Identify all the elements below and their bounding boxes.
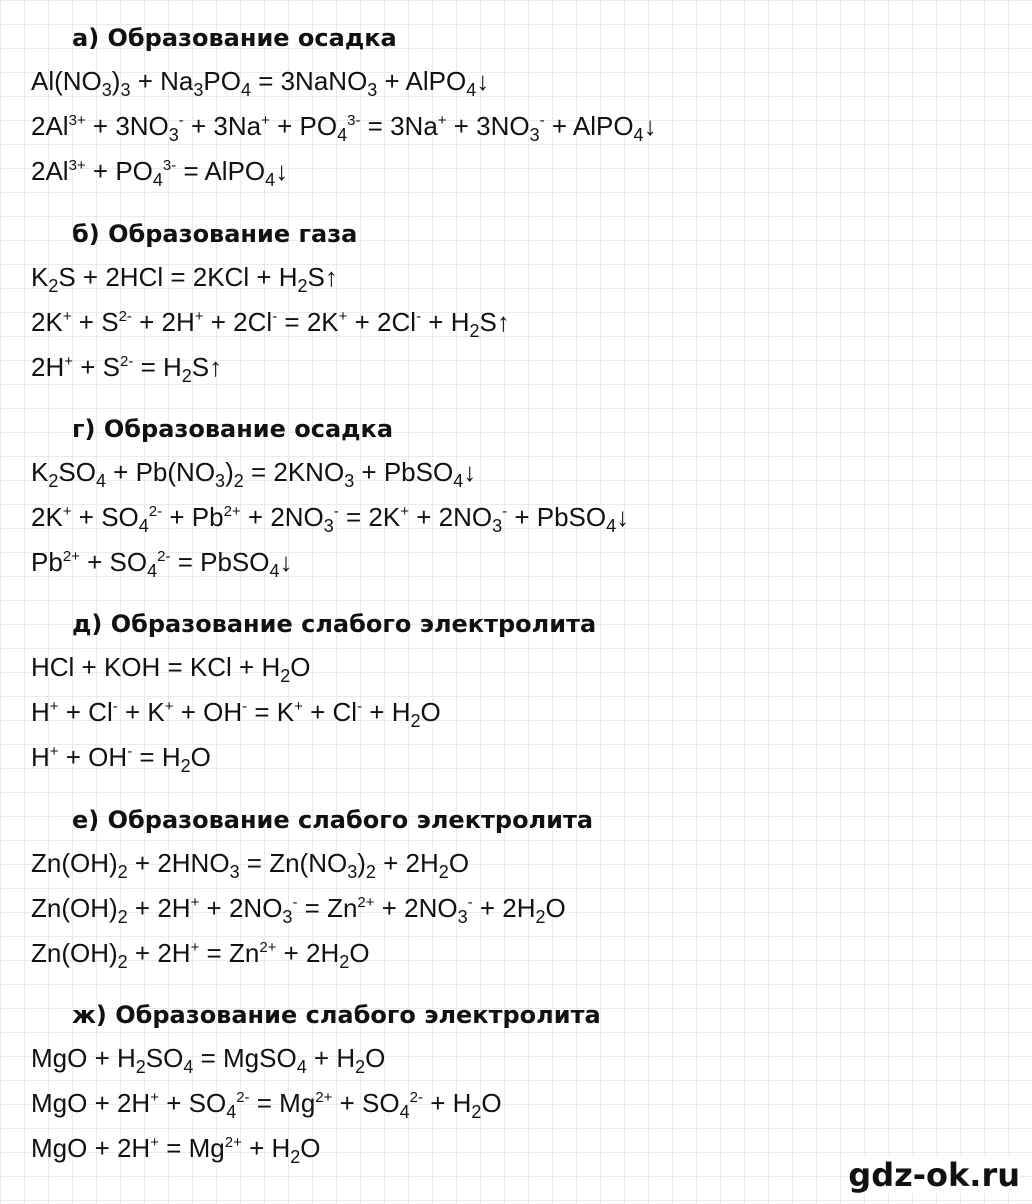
section-heading: а) Образование осадка xyxy=(72,24,397,52)
section-heading: г) Образование осадка xyxy=(72,415,394,443)
equation-line: $H^+ + OH^- = H_2O$ xyxy=(31,742,211,776)
equation-line: HCl + KOH = KCl + $H_2O$ xyxy=(31,652,311,686)
section-heading: д) Образование слабого электролита xyxy=(72,610,597,638)
watermark: gdz-ok.ru xyxy=(848,1156,1020,1194)
equation-line: $Al(NO_3)_3 + Na_3PO_4$ = 3NaNO$_3$ + AlPO$_4$↓ xyxy=(31,66,490,100)
section-heading: б) Образование газа xyxy=(72,220,358,248)
equation-line: MgO + $H_2SO_4$ = MgSO$_4$ + $H_2O$ xyxy=(31,1043,386,1077)
equation-line: $2K^+ + SO_4^{2-} + Pb^{2+} + 2NO_3^- = 2K^+ + 2NO_3^-$ + PbSO$_4$↓ xyxy=(31,502,630,536)
equation-line: $2Al^{3+} + 3NO_3^- + 3Na^+ + PO_4^{3-} = 3Na^+ + 3NO_3^-$ + AlPO$_4$↓ xyxy=(31,111,657,145)
equation-line: $H^+ + Cl^- + K^+ + OH^- = K^+ + Cl^- + H_2O$ xyxy=(31,697,441,731)
section-heading: ж) Образование слабого электролита xyxy=(72,1001,601,1029)
section-heading: е) Образование слабого электролита xyxy=(72,806,594,834)
equation-line: $2H^+ + S^{2-}$ = $H_2S↑$ xyxy=(31,352,223,386)
equation-line: $2K^+ + S^{2-} + 2H^+ + 2Cl^- = 2K^+ + 2Cl^-$ + $H_2S↑$ xyxy=(31,307,510,341)
equation-line: $K_2SO_4 + Pb(NO_3)_2 = 2KNO_3$ + PbSO$_4$↓ xyxy=(31,457,477,491)
equation-line: MgO + $2H^+ = Mg^{2+} + H_2O$ xyxy=(31,1133,321,1167)
equation-line: $Zn(OH)_2 + 2HNO_3 = Zn(NO_3)_2 + 2H_2O$ xyxy=(31,848,470,882)
equation-line: $Zn(OH)_2 + 2H^+ = Zn^{2+} + 2H_2O$ xyxy=(31,938,370,972)
equation-line: $K_2S + 2HCl = 2KCl$ + $H_2S↑$ xyxy=(31,262,338,296)
equation-line: $Zn(OH)_2 + 2H^+ + 2NO_3^- = Zn^{2+} + 2NO_3^- + 2H_2O$ xyxy=(31,893,566,927)
equation-line: $2Al^{3+} + PO_4^{3-}$ = AlPO$_4$↓ xyxy=(31,156,289,190)
equation-line: MgO + $2H^+ + SO_4^{2-} = Mg^{2+} + SO_4^{2-} + H_2O$ xyxy=(31,1088,502,1122)
equation-line: $Pb^{2+} + SO_4^{2-}$ = PbSO$_4$↓ xyxy=(31,547,293,581)
